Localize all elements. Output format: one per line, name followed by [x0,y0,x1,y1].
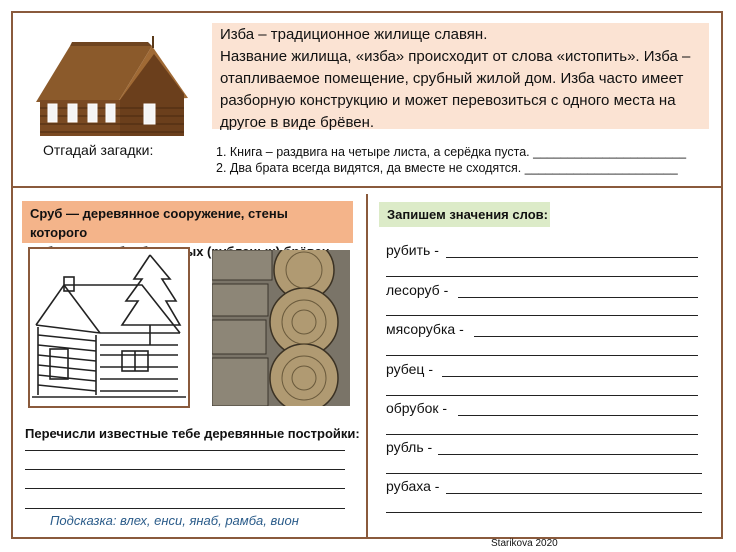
answer-line[interactable] [386,355,698,356]
word-rubl: рубль - [386,439,433,455]
info-line: Изба – традиционное жилище славян. [220,26,488,43]
answer-line[interactable] [25,469,345,470]
answer-line[interactable] [25,508,345,509]
answer-line[interactable] [438,454,698,455]
section-divider-vertical [366,194,368,539]
info-line: Название жилища, «изба» происходит от слова «истопить». Изба – [220,48,691,65]
answer-line[interactable] [458,297,698,298]
sruby-line: Сруб — деревянное сооружение, стены которого [30,206,288,240]
log-ends-photo [212,250,350,406]
info-line: отапливаемое помещение, срубный жилой дом. Изба часто имеет [220,70,684,87]
info-line: другое в виде брёвен. [220,114,375,131]
answer-line[interactable] [474,336,698,337]
info-line: разборную конструкцию и может перевозиться с одного места на [220,92,676,109]
riddle-item: 1. Книга – раздвига на четыре листа, а серёдка пуста. ______________________ [216,145,687,159]
word-rubakha: рубаха - [386,478,440,494]
word-lesorub: лесоруб - [386,282,449,298]
word-obrubok: обрубок - [386,400,448,416]
answer-line[interactable] [386,434,698,435]
answer-line[interactable] [25,488,345,489]
answer-line[interactable] [458,415,698,416]
answer-line[interactable] [386,315,698,316]
answer-line[interactable] [386,512,702,513]
answer-line[interactable] [386,395,698,396]
answer-line[interactable] [25,450,345,451]
word-rubit: рубить - [386,242,439,258]
list-task-title: Перечисли известные тебе деревянные постройки: [25,426,360,441]
answer-line[interactable] [386,473,702,474]
riddles-title: Отгадай загадки: [43,142,154,158]
izba-house-image [32,32,192,138]
meanings-title-box: Запишем значения слов: [379,202,550,227]
hint-text: Подсказка: влех, енси, янаб, рамба, вион [50,513,299,528]
answer-line[interactable] [446,493,702,494]
section-divider-horizontal [11,186,723,188]
riddle-item: 2. Два брата всегда видятся, да вместе не сходятся. ______________________ [216,161,678,175]
izba-info-box [212,23,709,129]
answer-line[interactable] [442,376,698,377]
author-signature: Starikova 2020 [491,538,558,549]
word-myasorubka: мясорубка - [386,321,464,337]
log-house-drawing [28,247,190,408]
answer-line[interactable] [386,276,698,277]
word-rubets: рубец - [386,361,434,377]
sruby-definition-box [22,201,353,243]
answer-line[interactable] [446,257,698,258]
